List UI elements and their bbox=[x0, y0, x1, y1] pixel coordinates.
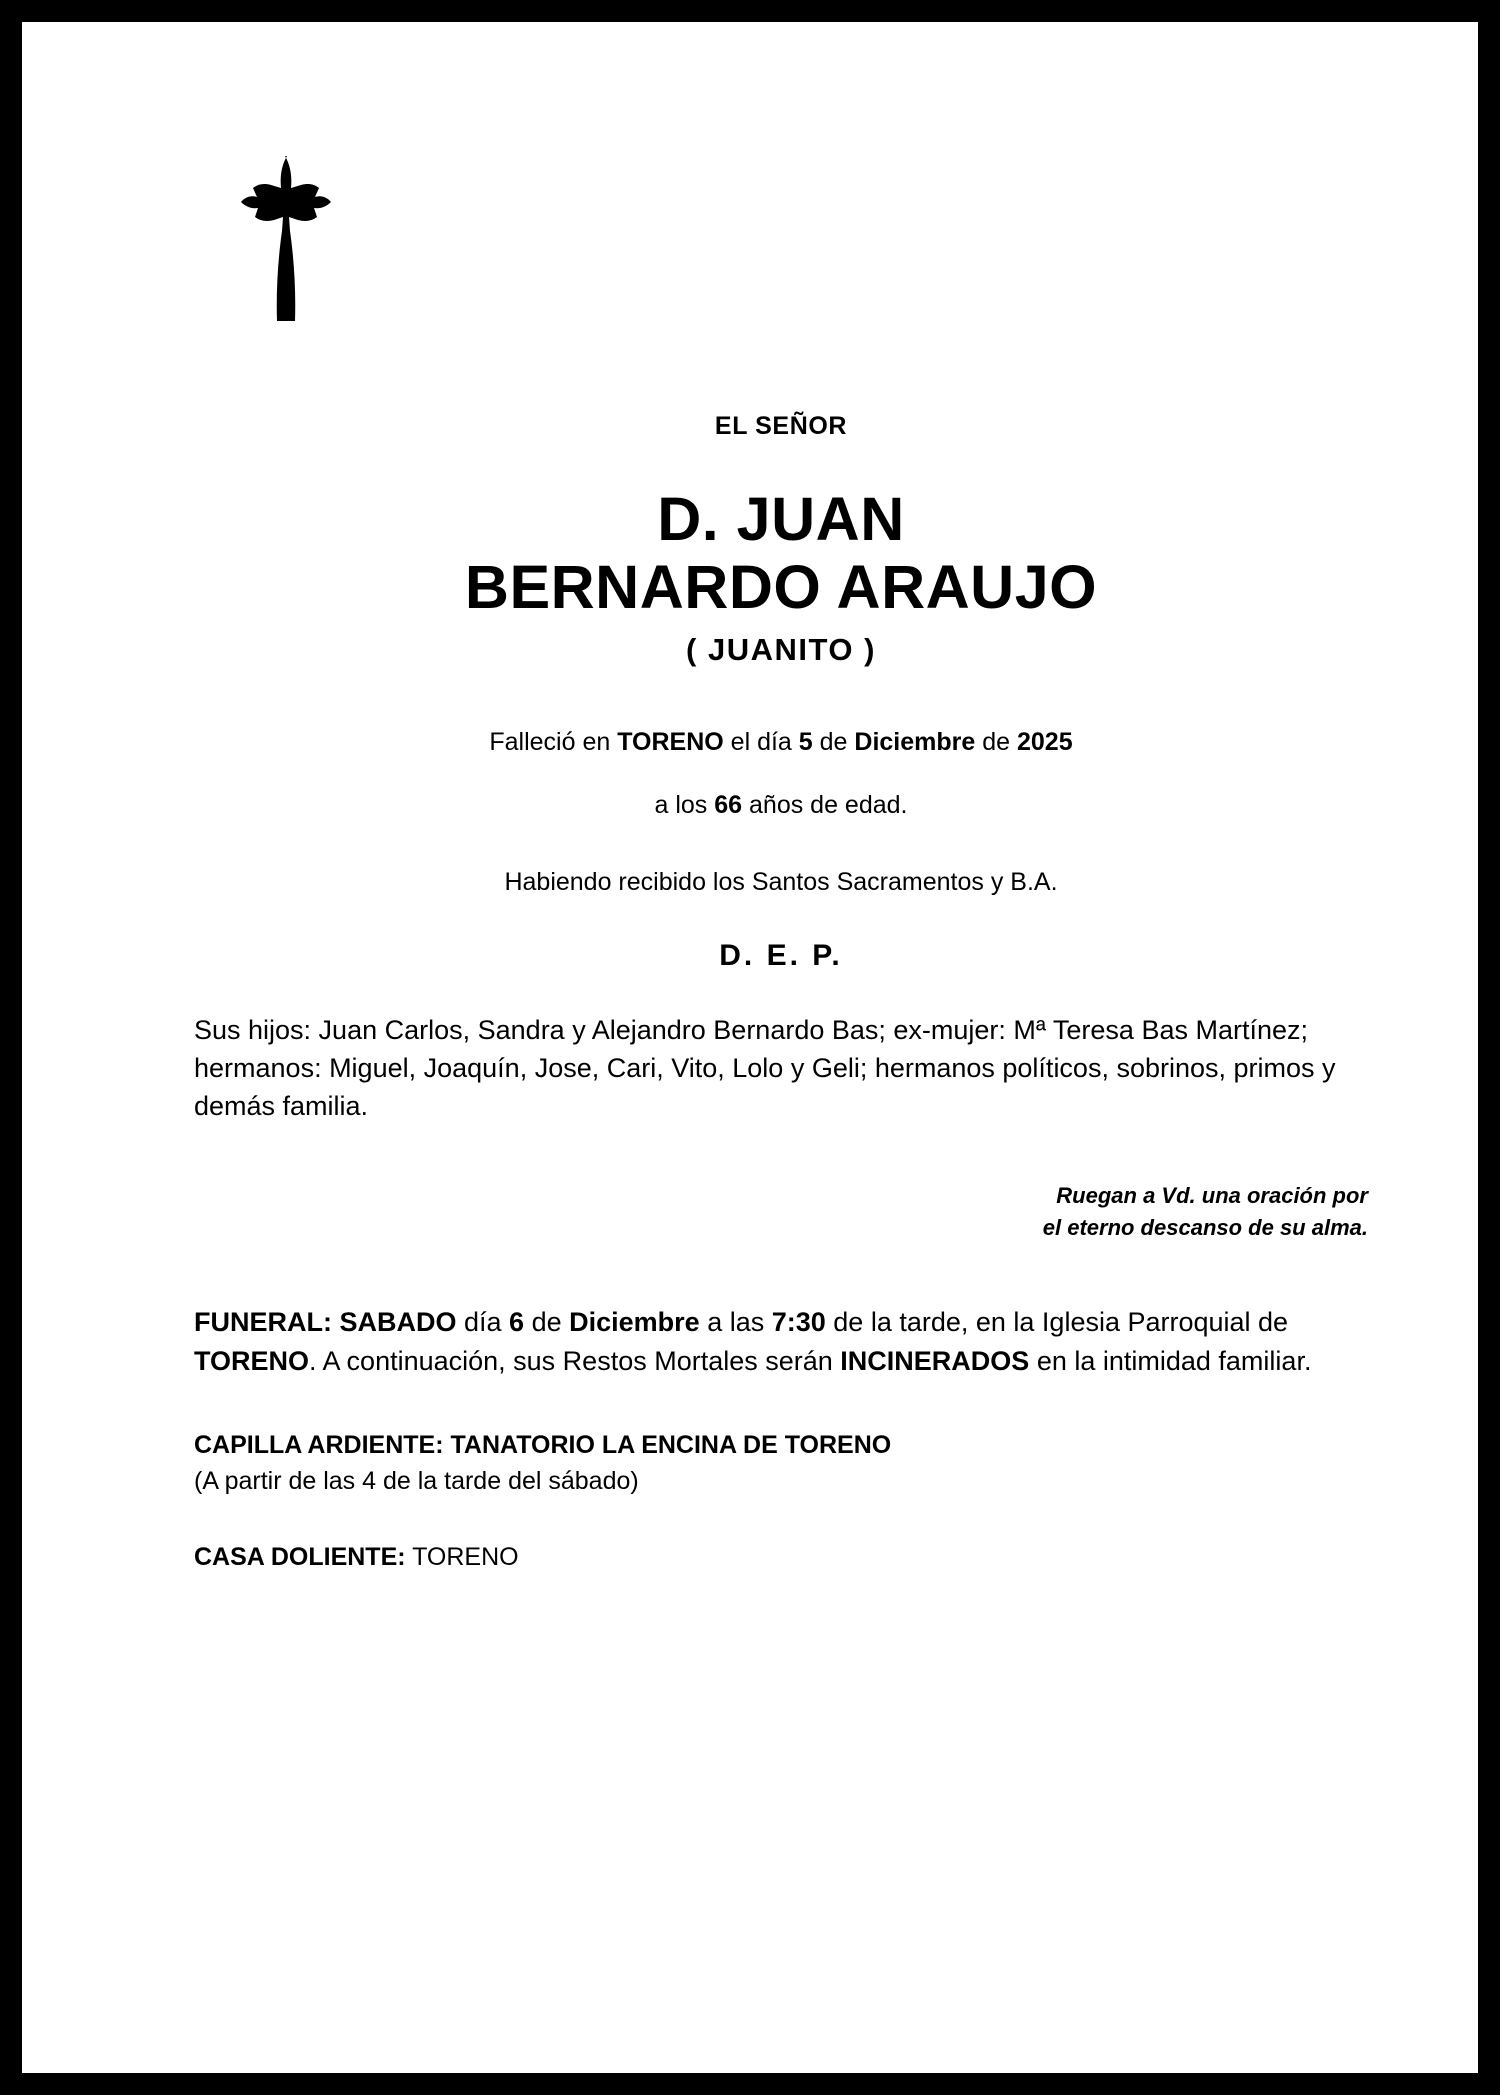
age-prefix: a los bbox=[654, 790, 715, 819]
chapel-note: (A partir de las 4 de la tarde del sábado) bbox=[194, 1466, 639, 1495]
chapel-value: : TANATORIO LA ENCINA DE TORENO bbox=[435, 1431, 892, 1460]
funeral-t3: a las bbox=[699, 1307, 772, 1338]
funeral-action: INCINERADOS bbox=[840, 1345, 1030, 1376]
death-mid: el día bbox=[723, 727, 799, 756]
deceased-name-line-2: BERNARDO ARAUJO bbox=[464, 553, 1098, 622]
funeral-t4: de la tarde, en la Iglesia Parroquial de bbox=[825, 1307, 1289, 1338]
cross-icon bbox=[232, 152, 342, 327]
death-prefix: Falleció en bbox=[489, 727, 618, 756]
age-value: 66 bbox=[714, 790, 743, 819]
dep-line: D. E. P. bbox=[719, 938, 843, 972]
funeral-label: FUNERAL: SABADO bbox=[194, 1307, 457, 1338]
funeral-t6: en la intimidad familiar. bbox=[1029, 1345, 1312, 1376]
prayer-line-2: el eterno descanso de su alma. bbox=[1042, 1214, 1368, 1240]
death-day: 5 bbox=[798, 727, 813, 756]
mourning-house-line bbox=[194, 1543, 1368, 1572]
obituary-card bbox=[22, 22, 1478, 2073]
death-line bbox=[194, 728, 1368, 757]
funeral-t5: . A continuación, sus Restos Mortales serán bbox=[309, 1345, 841, 1376]
funeral-t2: de bbox=[524, 1307, 570, 1338]
prayer-request bbox=[194, 1180, 1368, 1244]
funeral-t1: día bbox=[456, 1307, 510, 1338]
chapel-label: CAPILLA ARDIENTE bbox=[194, 1431, 436, 1460]
mourning-house-value: TORENO bbox=[405, 1543, 519, 1572]
deceased-name-line-1: D. JUAN bbox=[657, 485, 905, 553]
death-place: TORENO bbox=[617, 727, 724, 756]
deceased-nickname: ( JUANITO ) bbox=[686, 631, 876, 667]
deceased-name bbox=[194, 485, 1368, 622]
funeral-church-town: TORENO bbox=[194, 1345, 310, 1376]
age-line bbox=[194, 791, 1368, 820]
family-paragraph: Sus hijos: Juan Carlos, Sandra y Alejandro Bernardo Bas; ex-mujer: Mª Teresa Bas Martínez; hermanos: Miguel, Joaquín, Jose, Cari, Vito, Lolo y Geli; hermanos políticos, sobrinos, primos y demás familia. bbox=[194, 1014, 1336, 1122]
death-de: de bbox=[975, 727, 1017, 756]
funeral-day: 6 bbox=[509, 1307, 525, 1338]
chapel-line bbox=[194, 1428, 1368, 1464]
notice-content bbox=[194, 412, 1368, 1572]
death-of: de bbox=[812, 727, 855, 756]
death-year: 2025 bbox=[1017, 727, 1073, 756]
age-suffix: años de edad. bbox=[742, 790, 908, 819]
funeral-paragraph bbox=[194, 1303, 1368, 1380]
sacraments-line: Habiendo recibido los Santos Sacramentos y B.A. bbox=[504, 867, 1058, 896]
death-month: Diciembre bbox=[854, 727, 976, 756]
prayer-line-1: Ruegan a Vd. una oración por bbox=[1056, 1182, 1368, 1208]
honorific-label: EL SEÑOR bbox=[714, 412, 848, 440]
funeral-time: 7:30 bbox=[771, 1307, 826, 1338]
funeral-month: Diciembre bbox=[569, 1307, 700, 1338]
chapel-section bbox=[194, 1428, 1368, 1499]
mourning-house-label: CASA DOLIENTE: bbox=[194, 1543, 406, 1572]
